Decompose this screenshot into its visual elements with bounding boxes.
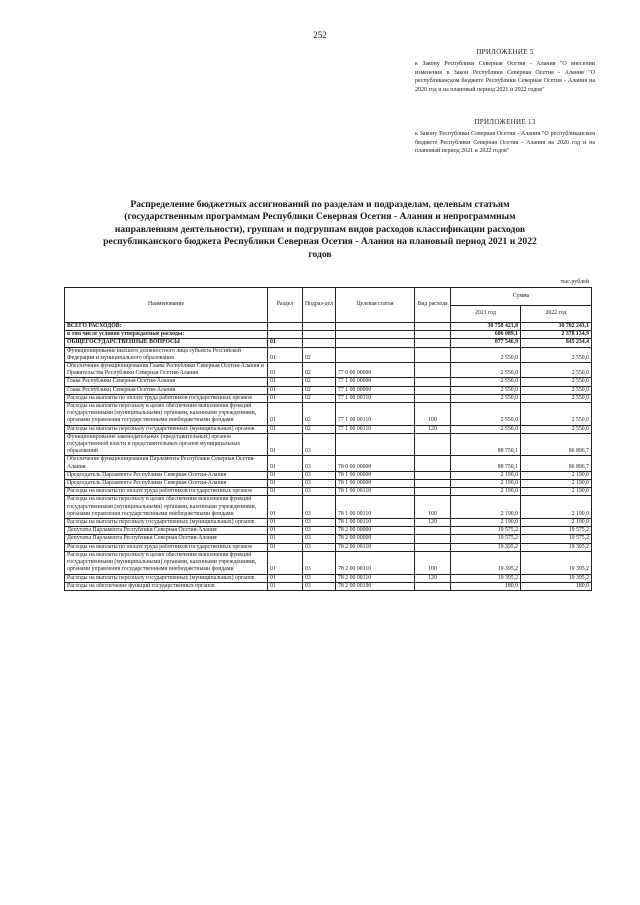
row-amount-2021: 2 550,0 [451,363,521,378]
row-amount-2021: 2 550,0 [451,425,521,433]
row-podrazdel: 03 [303,471,336,479]
row-podrazdel: 03 [303,535,336,543]
header-year-2022: 2022 год [521,306,592,323]
row-expense-type [415,471,451,479]
appendix-5-block [415,48,595,94]
row-expense-type: 100 [415,496,451,519]
table-row [65,386,592,394]
appendix-13-title: ПРИЛОЖЕНИЕ 13 [474,118,536,126]
units-label: тыс.рублей [560,279,589,285]
document-title: Распределение бюджетных ассигнований по разделам и подразделам, целевым статьям (государственным программам Республики Северная Осетия - Алания и непрограммным направлениям деятельности), группам и подгруппам видов расходов классификации расходов республиканского бюджета Республики Северная Осетия - Алания на плановый период 2021 и 2022 годов [103,199,537,260]
row-target-article: 78 1 00 00000 [336,471,415,479]
table-row [65,323,592,331]
row-target-article: 78 2 00 00110 [336,574,415,582]
row-target-article [336,323,415,331]
table-row [65,425,592,433]
row-amount-2021: 2 550,0 [451,386,521,394]
row-name: Глава Республики Северная Осетия-Алания [65,386,268,394]
row-name: ВСЕГО РАСХОДОВ: [65,323,268,331]
row-expense-type [415,582,451,590]
row-target-article: 78 2 00 00110 [336,543,415,551]
row-expense-type: 120 [415,574,451,582]
row-expense-type [415,339,451,347]
row-amount-2022: 86 896,7 [521,456,592,471]
row-amount-2022: 2 190,0 [521,471,592,479]
row-razdel: 01 [268,527,303,535]
header-target-article: Целевая статья [336,288,415,323]
row-expense-type [415,331,451,339]
row-expense-type [415,378,451,386]
row-amount-2022: 2 190,0 [521,519,592,527]
row-target-article: 77 1 00 00000 [336,386,415,394]
table-row [65,582,592,590]
row-podrazdel: 03 [303,574,336,582]
row-name: Расходы на выплаты персоналу в целях обеспечения выполнения функций государственными (муниципальными) органами, казенными учреждениями, органами управления государственными внебюджетными фондами [65,551,268,574]
row-name: Председатель Парламента Республики Северная Осетия-Алания [65,471,268,479]
row-name: Расходы на выплаты по оплате труда работников государственных органов [65,543,268,551]
row-amount-2021: 180,0 [451,582,521,590]
table-row [65,574,592,582]
row-amount-2022: 19 575,2 [521,535,592,543]
row-expense-type [415,543,451,551]
row-target-article: 77 1 00 00110 [336,425,415,433]
row-razdel: 01 [268,386,303,394]
row-target-article [336,347,415,362]
row-name: Депутаты Парламента Республики Северная Осетия-Алания [65,527,268,535]
row-podrazdel: 03 [303,496,336,519]
row-razdel: 01 [268,378,303,386]
row-razdel: 01 [268,582,303,590]
row-name: Расходы на выплаты персоналу в целях обеспечения выполнения функций государственными (муниципальными) органами, казенными учреждениями, органами управления государственными внебюджетными фондами [65,496,268,519]
row-amount-2021: 19 395,2 [451,551,521,574]
row-amount-2022: 845 234,4 [521,339,592,347]
table-row [65,535,592,543]
row-razdel: 01 [268,551,303,574]
table-row [65,363,592,378]
row-target-article: 78 1 00 00110 [336,519,415,527]
row-amount-2021: 2 550,0 [451,347,521,362]
budget-table [64,287,592,591]
row-razdel: 01 [268,535,303,543]
row-target-article: 78 2 00 00000 [336,535,415,543]
table-row [65,488,592,496]
row-amount-2021: 2 190,0 [451,471,521,479]
table-row [65,339,592,347]
table-row [65,378,592,386]
row-name: Обеспечение функционирования Главы Республики Северная Осетия-Алания и Правительства Республики Северная Осетия-Алания [65,363,268,378]
row-amount-2021: 2 190,0 [451,519,521,527]
row-podrazdel: 02 [303,425,336,433]
row-name: Расходы на обеспечение функций государственных органов [65,582,268,590]
header-sum: Сумма [451,288,592,306]
row-target-article [336,331,415,339]
row-name: Расходы на выплаты по оплате труда работников государственных органов [65,488,268,496]
row-amount-2021: 88 750,1 [451,456,521,471]
row-razdel: 01 [268,574,303,582]
row-amount-2022: 19 395,2 [521,551,592,574]
appendix-5-title: ПРИЛОЖЕНИЕ 5 [476,48,534,56]
row-amount-2021: 19 395,2 [451,543,521,551]
row-podrazdel: 02 [303,394,336,402]
row-target-article: 78 1 00 00110 [336,488,415,496]
row-expense-type [415,363,451,378]
row-amount-2021: 19 395,2 [451,574,521,582]
row-amount-2022: 19 395,2 [521,574,592,582]
row-target-article: 77 0 00 00000 [336,363,415,378]
row-target-article: 78 2 00 00110 [336,551,415,574]
row-razdel: 01 [268,471,303,479]
appendix-13-block [415,118,595,156]
row-podrazdel: 02 [303,363,336,378]
table-row [65,527,592,535]
row-razdel [268,323,303,331]
row-target-article: 77 1 00 00110 [336,403,415,426]
row-amount-2021: 88 750,1 [451,433,521,456]
row-expense-type [415,535,451,543]
row-expense-type: 120 [415,519,451,527]
row-amount-2022: 2 550,0 [521,347,592,362]
table-row [65,433,592,456]
row-name: Расходы на выплаты персоналу государственных (муниципальных) органов [65,425,268,433]
row-amount-2021: 2 190,0 [451,488,521,496]
row-expense-type [415,433,451,456]
row-expense-type [415,480,451,488]
budget-table-body [65,323,592,591]
row-razdel: 01 [268,480,303,488]
row-amount-2022: 86 896,7 [521,433,592,456]
row-podrazdel: 03 [303,519,336,527]
row-amount-2022: 19 395,2 [521,543,592,551]
row-podrazdel: 02 [303,403,336,426]
row-name: Обеспечение функционирования Парламента Республики Северная Осетия-Алания [65,456,268,471]
row-podrazdel: 03 [303,582,336,590]
row-podrazdel: 03 [303,551,336,574]
row-target-article: 78 2 00 00000 [336,527,415,535]
header-expense-type: Вид расхода [415,288,451,323]
row-amount-2021: 2 550,0 [451,378,521,386]
row-amount-2022: 2 550,0 [521,394,592,402]
row-amount-2021: 2 550,0 [451,403,521,426]
row-razdel: 01 [268,456,303,471]
row-amount-2022: 30 702 243,1 [521,323,592,331]
row-target-article [336,433,415,456]
row-amount-2021: 2 190,0 [451,480,521,488]
row-amount-2021: 19 575,2 [451,527,521,535]
row-name: Расходы на выплаты персоналу государственных (муниципальных) органов [65,574,268,582]
table-row [65,551,592,574]
row-expense-type [415,456,451,471]
row-name: Функционирование законодательных (представительных) органов государственной власти и представительных органов муниципальных образований [65,433,268,456]
row-podrazdel: 02 [303,347,336,362]
row-podrazdel: 03 [303,433,336,456]
row-podrazdel: 03 [303,480,336,488]
row-razdel: 01 [268,394,303,402]
row-name: Функционирование высшего должностного лица субъекта Российской Федерации и муниципального образования [65,347,268,362]
table-row [65,496,592,519]
table-row [65,519,592,527]
table-row [65,543,592,551]
row-razdel: 01 [268,543,303,551]
table-row [65,347,592,362]
header-podrazdel: Подраз-дел [303,288,336,323]
table-row [65,403,592,426]
row-expense-type: 100 [415,403,451,426]
row-expense-type: 120 [415,425,451,433]
row-amount-2021: 30 758 421,8 [451,323,521,331]
row-name: Глава Республики Северная Осетия-Алания [65,378,268,386]
row-razdel: 01 [268,496,303,519]
header-name: Наименование [65,288,268,323]
row-expense-type [415,323,451,331]
row-name: Расходы на выплаты персоналу в целях обеспечения выполнения функций государственными (муниципальными) органами, казенными учреждениями, органами управления государственными внебюджетными фондами [65,403,268,426]
table-row [65,331,592,339]
row-razdel: 01 [268,425,303,433]
row-razdel: 01 [268,519,303,527]
row-target-article: 78 1 00 00000 [336,480,415,488]
row-name: Председатель Парламента Республики Северная Осетия-Алания [65,480,268,488]
row-name: в том числе условно утверждаемые расходы: [65,331,268,339]
row-podrazdel [303,323,336,331]
row-expense-type [415,527,451,535]
row-target-article: 78 2 00 00190 [336,582,415,590]
row-expense-type [415,488,451,496]
row-target-article: 78 0 00 00000 [336,456,415,471]
row-amount-2022: 2 550,0 [521,425,592,433]
table-row [65,456,592,471]
row-name: ОБЩЕГОСУДАРСТВЕННЫЕ ВОПРОСЫ [65,339,268,347]
row-amount-2022: 2 378 134,9 [521,331,592,339]
row-amount-2022: 19 575,2 [521,527,592,535]
row-target-article: 77 1 00 00110 [336,394,415,402]
row-amount-2022: 180,0 [521,582,592,590]
row-amount-2022: 2 550,0 [521,386,592,394]
row-expense-type: 100 [415,551,451,574]
row-expense-type [415,394,451,402]
row-name: Расходы на выплаты по оплате труда работников государственных органов [65,394,268,402]
row-target-article: 78 1 00 00110 [336,496,415,519]
appendix-13-text: к Закону Республики Северная Осетия - Алания "О республиканском бюджете Республики Северная Осетия - Алания на 2020 год и на плановый период 2021 и 2022 годов" [415,131,595,155]
row-amount-2021: 19 575,2 [451,535,521,543]
table-row [65,480,592,488]
row-podrazdel: 03 [303,456,336,471]
row-target-article [336,339,415,347]
row-target-article: 77 1 00 00000 [336,378,415,386]
row-expense-type [415,347,451,362]
row-razdel: 01 [268,488,303,496]
row-amount-2022: 2 190,0 [521,480,592,488]
table-row [65,394,592,402]
row-razdel: 01 [268,403,303,426]
appendix-5-text: к Закону Республики Северная Осетия - Алания "О внесении изменения в Закон Республики Северная Осетия - Алания "О республиканском бюджете Республики Северная Осетия - Алания на 2020 год и на плановый период 2021 и 2022 годов" [415,61,595,93]
row-podrazdel [303,339,336,347]
header-year-2021: 2021 год [451,306,521,323]
row-amount-2022: 2 190,0 [521,496,592,519]
row-razdel: 01 [268,347,303,362]
row-podrazdel: 02 [303,378,336,386]
row-amount-2022: 2 550,0 [521,378,592,386]
row-razdel [268,331,303,339]
row-amount-2022: 2 190,0 [521,488,592,496]
row-razdel: 01 [268,363,303,378]
row-razdel: 01 [268,433,303,456]
row-podrazdel: 03 [303,543,336,551]
row-amount-2022: 2 550,0 [521,363,592,378]
row-podrazdel: 03 [303,488,336,496]
row-podrazdel [303,331,336,339]
row-podrazdel: 02 [303,386,336,394]
row-expense-type [415,386,451,394]
row-podrazdel: 03 [303,527,336,535]
table-row [65,471,592,479]
row-amount-2021: 2 190,0 [451,496,521,519]
page-number: 252 [313,30,327,40]
header-razdel: Раздел [268,288,303,323]
row-amount-2021: 2 550,0 [451,394,521,402]
row-name: Депутаты Парламента Республики Северная Осетия-Алания [65,535,268,543]
row-amount-2022: 2 550,0 [521,403,592,426]
row-name: Расходы на выплаты персоналу государственных (муниципальных) органов [65,519,268,527]
row-amount-2021: 606 089,1 [451,331,521,339]
row-amount-2021: 877 546,9 [451,339,521,347]
row-razdel: 01 [268,339,303,347]
